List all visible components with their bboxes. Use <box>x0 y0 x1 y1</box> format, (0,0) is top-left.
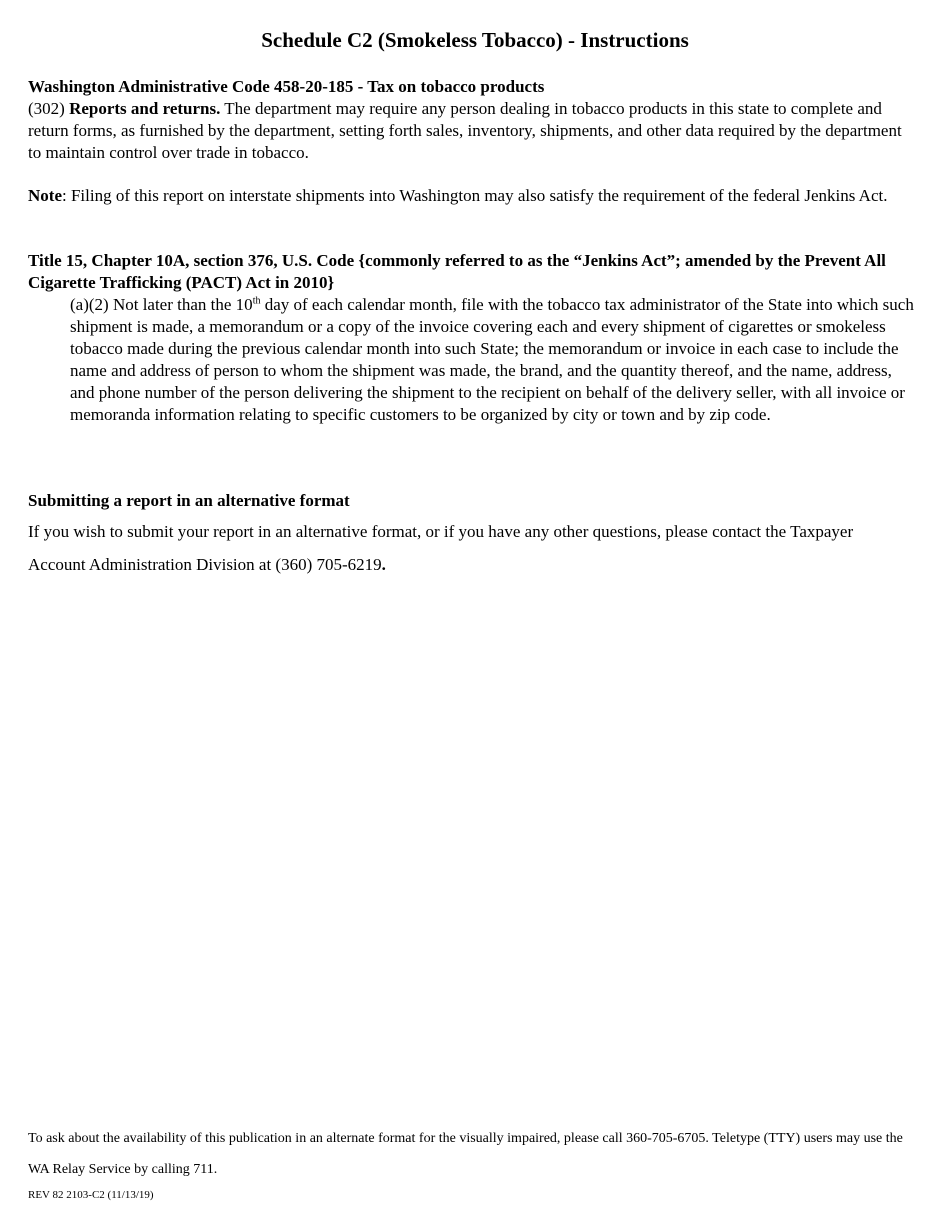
wac-number: (302) <box>28 99 70 118</box>
revision-code: REV 82 2103-C2 (11/13/19) <box>28 1189 154 1201</box>
wac-label: Reports and returns. <box>69 99 221 118</box>
alt-heading: Submitting a report in an alternative format <box>28 491 350 510</box>
wac-paragraph <box>28 98 913 164</box>
wac-heading: Washington Administrative Code 458-20-185 - Tax on tobacco products <box>28 77 545 96</box>
alt-paragraph <box>28 515 913 581</box>
usc-paragraph <box>70 294 915 426</box>
usc-rest: day of each calendar month, file with the tobacco tax administrator of the State into which such shipment is made, a memorandum or a copy of the invoice covering each and every shipment of cigarettes or smokeless tobacco made during the previous calendar month into such State; the memorandum or invoice in each case to include the name and address of person to whom the shipment was made, the brand, and the quantity thereof, and the name, address, and phone number of the person delivering the shipment to the recipient on behalf of the delivery seller, with all invoice or memoranda information relating to specific customers to be organized by city or town and by zip code. <box>70 295 914 424</box>
page-title: Schedule C2 (Smokeless Tobacco) - Instructions <box>261 28 689 52</box>
footer-text: To ask about the availability of this publication in an alternate format for the visually impaired, please call 360-705-6705. Teletype (TTY) users may use the WA Relay Service by calling 711. <box>28 1131 903 1177</box>
wac-section <box>28 76 913 164</box>
alt-text: If you wish to submit your report in an alternative format, or if you have any other questions, please contact the Taxpayer Account Administration Division at (360) 705-6219 <box>28 522 854 574</box>
note-paragraph <box>28 185 913 207</box>
note-label: Note <box>28 186 62 205</box>
usc-superscript: th <box>252 295 261 307</box>
usc-heading: Title 15, Chapter 10A, section 376, U.S. Code {commonly referred to as the “Jenkins Act”; amended by the Prevent All Cigarette Trafficking (PACT) Act in 2010} <box>28 251 886 292</box>
usc-lead: (a)(2) Not later than the 10 <box>70 295 253 314</box>
wac-text: The department may require any person dealing in tobacco products in this state to complete and return forms, as furnished by the department, setting forth sales, inventory, shipments, and other data required by the department to maintain control over trade in tobacco. <box>28 99 902 162</box>
alt-end: . <box>381 555 386 574</box>
note-text: : Filing of this report on interstate shipments into Washington may also satisfy the requirement of the federal Jenkins Act. <box>61 186 888 205</box>
